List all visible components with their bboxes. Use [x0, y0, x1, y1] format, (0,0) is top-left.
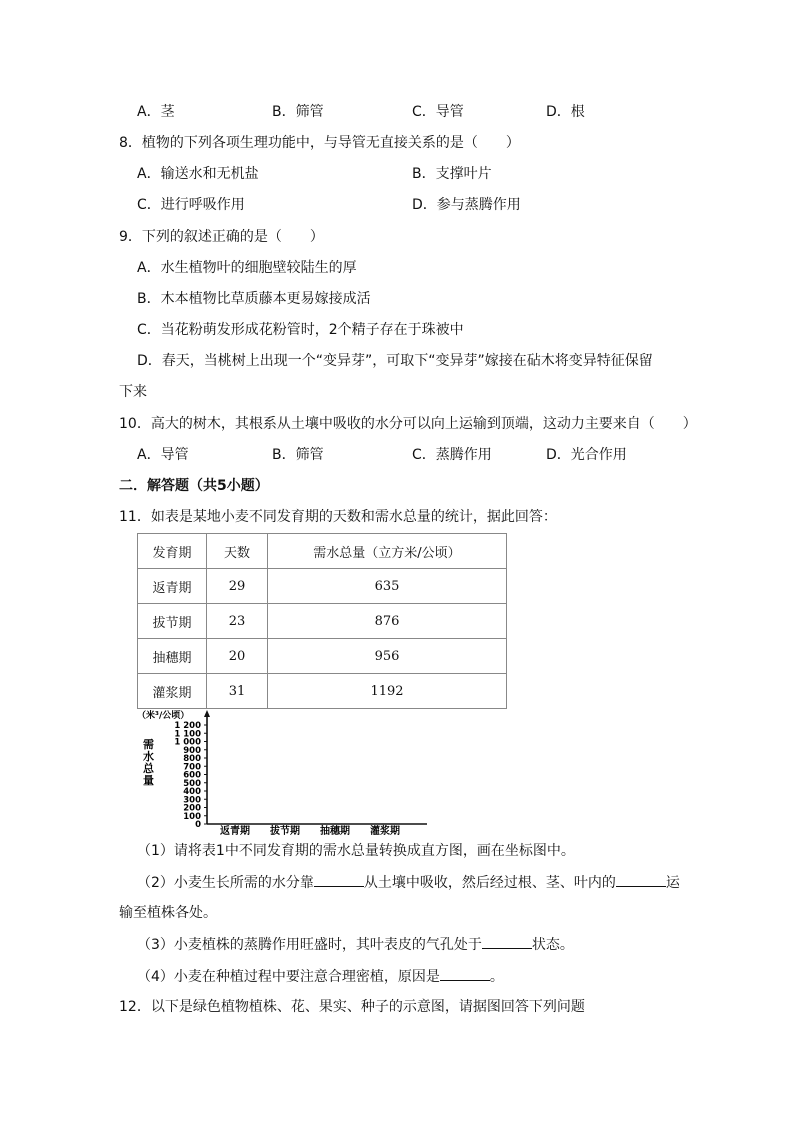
chart-y-tick-label: 1 000 [174, 737, 201, 748]
table-cell: 31 [207, 674, 268, 709]
answer-blank[interactable] [314, 872, 364, 887]
answer-blank[interactable] [482, 934, 532, 949]
chart-x-categories [220, 824, 400, 836]
q9-option-b: B．木本植物比草质藤本更易嫁接成活 [137, 291, 371, 307]
chart-y-tick-label: 1 200 [174, 721, 201, 731]
q11-sub3 [137, 934, 574, 955]
chart-y-axis-arrow [204, 710, 210, 717]
answer-blank[interactable] [440, 966, 490, 981]
q10-stem: 10．高大的树木，其根系从土壤中吸收的水分可以向上运输到顶端，这动力主要来自（ ） [119, 416, 697, 432]
chart-y-ticks [174, 721, 207, 830]
table-row [138, 674, 507, 709]
q11-sub4-text-a: （4）小麦在种植过程中要注意合理密植，原因是 [137, 969, 440, 985]
q7-option-a: A．茎 [137, 104, 175, 120]
q10-option-d: D．光合作用 [546, 447, 627, 463]
chart-y-label-char: 量 [143, 774, 154, 787]
chart-y-tick-label: 500 [183, 778, 201, 789]
table-cell: 灌浆期 [138, 674, 207, 709]
table-cell: 抽穗期 [138, 639, 207, 674]
q11-sub4-text-b: 。 [489, 969, 504, 985]
q9-option-d: D．春天，当桃树上出现一个“变异芽”，可取下“变异芽”嫁接在砧木将变异特征保留 [137, 353, 653, 369]
blank-coordinate-chart [135, 708, 435, 836]
table-header-row [138, 534, 507, 569]
q11-sub2-text-c: 运 [665, 875, 680, 891]
chart-y-tick-label: 200 [183, 803, 201, 814]
q8-option-b: B．支撑叶片 [412, 166, 492, 182]
chart-x-category-label: 灌浆期 [370, 826, 400, 836]
q11-sub2 [137, 872, 680, 893]
table-cell: 23 [207, 604, 268, 639]
chart-x-category-label: 抽穗期 [320, 826, 350, 836]
q10-option-a: A．导管 [137, 447, 189, 463]
table-cell: 拔节期 [138, 604, 207, 639]
chart-y-tick-label: 100 [183, 811, 201, 822]
q7-option-c: C．导管 [412, 104, 464, 120]
chart-y-tick-label: 400 [183, 787, 201, 797]
q11-table [137, 533, 507, 709]
q10-option-b: B．筛管 [272, 447, 324, 463]
table-row [138, 639, 507, 674]
q9-option-a: A．水生植物叶的细胞壁较陆生的厚 [137, 260, 357, 276]
q11-sub2-text-b: 从土壤中吸收，然后经过根、茎、叶内的 [363, 875, 616, 891]
table-cell: 29 [207, 569, 268, 604]
q8-option-c: C．进行呼吸作用 [137, 197, 245, 213]
q11-sub3-text-b: 状态。 [531, 937, 574, 953]
q11-sub2-text-a: （2）小麦生长所需的水分靠 [137, 875, 314, 891]
q11-sub3-text-a: （3）小麦植株的蒸腾作用旺盛时，其叶表皮的气孔处于 [137, 937, 482, 953]
q11-stem: 11．如表是某地小麦不同发育期的天数和需水总量的统计，据此回答： [119, 509, 557, 525]
q9-option-c: C．当花粉萌发形成花粉管时，2个精子存在于珠被中 [137, 322, 464, 338]
chart-y-label-char: 水 [143, 750, 154, 763]
chart-y-tick-label: 900 [183, 745, 201, 756]
chart-y-tick-label: 800 [183, 754, 201, 764]
table-cell: 876 [268, 604, 507, 639]
answer-blank[interactable] [616, 872, 666, 887]
chart-unit-label: （米³/公顷） [137, 711, 190, 721]
table-header-cell: 发育期 [138, 534, 207, 569]
q11-sub4 [137, 966, 504, 987]
table-cell: 1192 [268, 674, 507, 709]
table-header-cell: 需水总量（立方米/公顷） [268, 534, 507, 569]
chart-y-tick-label: 1 100 [174, 729, 201, 740]
chart-y-tick-label: 300 [183, 795, 201, 806]
chart-y-tick-label: 0 [195, 820, 201, 830]
chart-y-tick-label: 700 [183, 762, 201, 773]
q7-option-d: D．根 [546, 104, 585, 120]
table-cell: 20 [207, 639, 268, 674]
q10-option-c: C．蒸腾作用 [412, 447, 492, 463]
table-cell: 956 [268, 639, 507, 674]
q7-option-b: B．筛管 [272, 104, 324, 120]
table-header-cell: 天数 [207, 534, 268, 569]
chart-x-category-label: 返青期 [220, 826, 250, 836]
table-cell: 返青期 [138, 569, 207, 604]
q11-sub1: （1）请将表1中不同发育期的需水总量转换成直方图，画在坐标图中。 [137, 843, 575, 859]
table-row [138, 604, 507, 639]
q9-stem: 9．下列的叙述正确的是（ ） [119, 229, 324, 245]
q11-sub2-continued: 输至植株各处。 [119, 905, 217, 921]
q8-stem: 8．植物的下列各项生理功能中，与导管无直接关系的是（ ） [119, 135, 520, 151]
q9-option-d-continued: 下来 [119, 384, 147, 400]
chart-y-label-char: 总 [143, 762, 154, 775]
chart-x-category-label: 拔节期 [270, 826, 300, 836]
chart-y-label [143, 737, 155, 787]
table-cell: 635 [268, 569, 507, 604]
q8-option-a: A．输送水和无机盐 [137, 166, 259, 182]
chart-y-tick-label: 600 [183, 770, 201, 781]
table-row [138, 569, 507, 604]
chart-y-label-char: 需 [143, 738, 154, 751]
section-title: 二．解答题（共5小题） [119, 478, 269, 494]
q8-option-d: D．参与蒸腾作用 [412, 197, 521, 213]
q12-stem: 12．以下是绿色植物植株、花、果实、种子的示意图，请据图回答下列问题 [119, 999, 585, 1015]
